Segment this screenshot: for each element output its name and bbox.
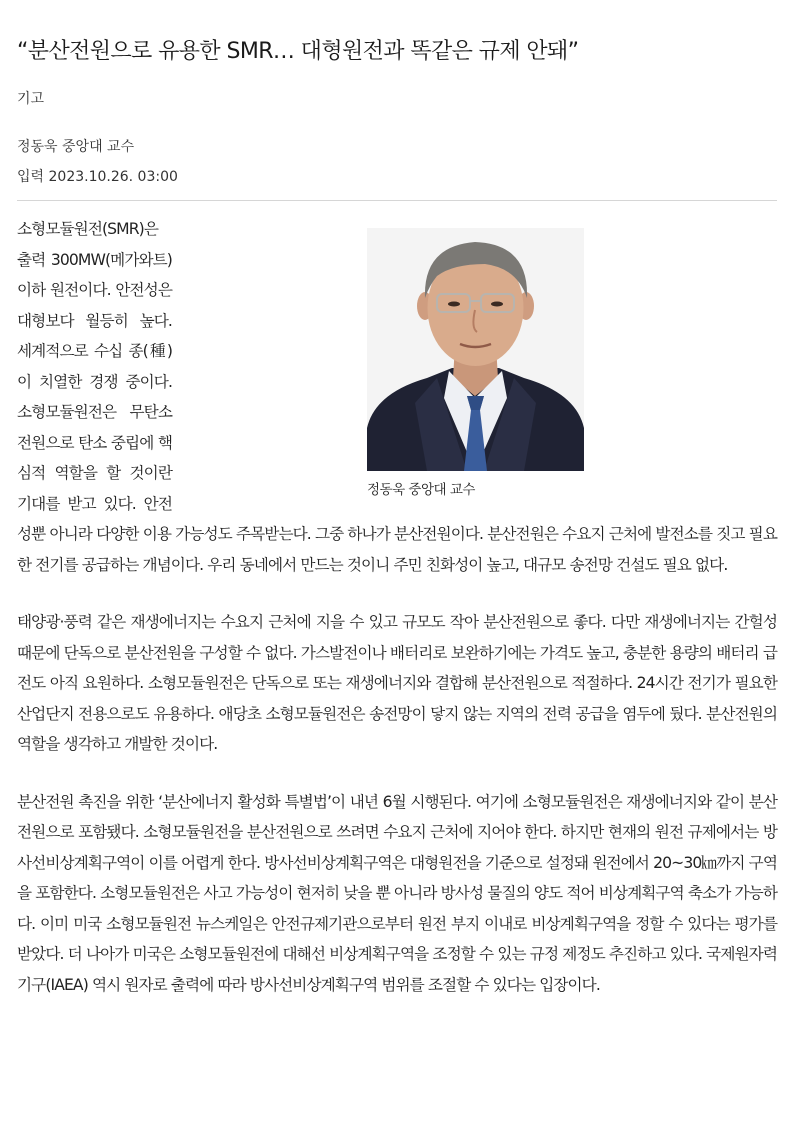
header-divider bbox=[17, 200, 777, 201]
article-body bbox=[17, 214, 777, 1027]
article-paragraph-3: 분산전원 촉진을 위한 ‘분산에너지 활성화 특별법’이 내년 6월 시행된다. 여기에 소형모듈원전은 재생에너지와 같이 분산전원으로 포함됐다. 소형모듈원전을 분산전원으로 쓰려면 수요지 근처에 지어야 한다. 하지만 현재의 원전 규제에서는 방사선비상계획구역이 이를 어렵게 한다. 방사선비상계획구역은 대형원전을 기준으로 설정돼 원전에서 20~30㎞까지 구역을 포함한다. 소형모듈원전은 사고 가능성이 현저히 낮을 뿐 아니라 방사성 물질의 양도 적어 비상계획구역 축소가 가능하다. 이미 미국 소형모듈원전 뉴스케일은 안전규제기관으로부터 원전 부지 이내로 비상계획구역을 정할 수 있다는 평가를 받았다. 더 나아가 미국은 소형모듈원전에 대해선 비상계획구역을 조정할 수 있는 규정 제정도 추진하고 있다. 국제원자력기구(IAEA) 역시 원자로 출력에 따라 방사선비상계획구역 범위를 조절할 수 있다는 입장이다. bbox=[17, 792, 777, 994]
article-headline: “분산전원으로 유용한 SMR… 대형원전과 똑같은 규제 안돼” bbox=[17, 39, 579, 64]
article-category[interactable]: 기고 bbox=[17, 91, 45, 107]
author-portrait-image bbox=[367, 228, 584, 471]
article-paragraph-2: 태양광·풍력 같은 재생에너지는 수요지 근처에 지을 수 있고 규모도 작아 분산전원으로 좋다. 다만 재생에너지는 간헐성 때문에 단독으로 분산전원을 구성할 수 없다. 가스발전이나 배터리로 보완하기에는 가격도 높고, 충분한 용량의 배터리 급전도 아직 요원하다. 소형모듈원전은 단독으로 또는 재생에너지와 결합해 분산전원으로 적절하다. 24시간 전기가 필요한 산업단지 전용으로도 유용하다. 애당초 소형모듈원전은 송전망이 닿지 않는 지역의 전력 공급을 염두에 뒀다. 분산전원의 역할을 생각하고 개발한 것이다. bbox=[17, 613, 777, 753]
article-paragraph-1: 소형모듈원전(SMR)은 출력 300MW(메가와트) 이하 원전이다. 안전성은 대형보다 월등히 높다. 세계적으로 수십 종(種)이 치열한 경쟁 중이다. 소형모듈원전은 무탄소 전원으로 탄소 중립에 핵심적 역할을 할 것이란 기대를 받고 있다. 안전성뿐 아니라 다양한 이용 가능성도 주목받는다. 그중 하나가 분산전원이다. 분산전원은 수요지 근처에 발전소를 짓고 필요한 전기를 공급하는 개념이다. 우리 동네에서 만드는 것이니 주민 친화성이 높고, 대규모 송전망 건설도 필요 없다. bbox=[17, 220, 777, 574]
photo-caption: 정동욱 중앙대 교수 bbox=[367, 482, 475, 498]
author-photo[interactable] bbox=[367, 228, 584, 471]
article-byline[interactable]: 정동욱 중앙대 교수 bbox=[17, 139, 135, 155]
author-photo-block bbox=[182, 214, 777, 519]
article-dateline: 입력 2023.10.26. 03:00 bbox=[17, 169, 178, 185]
